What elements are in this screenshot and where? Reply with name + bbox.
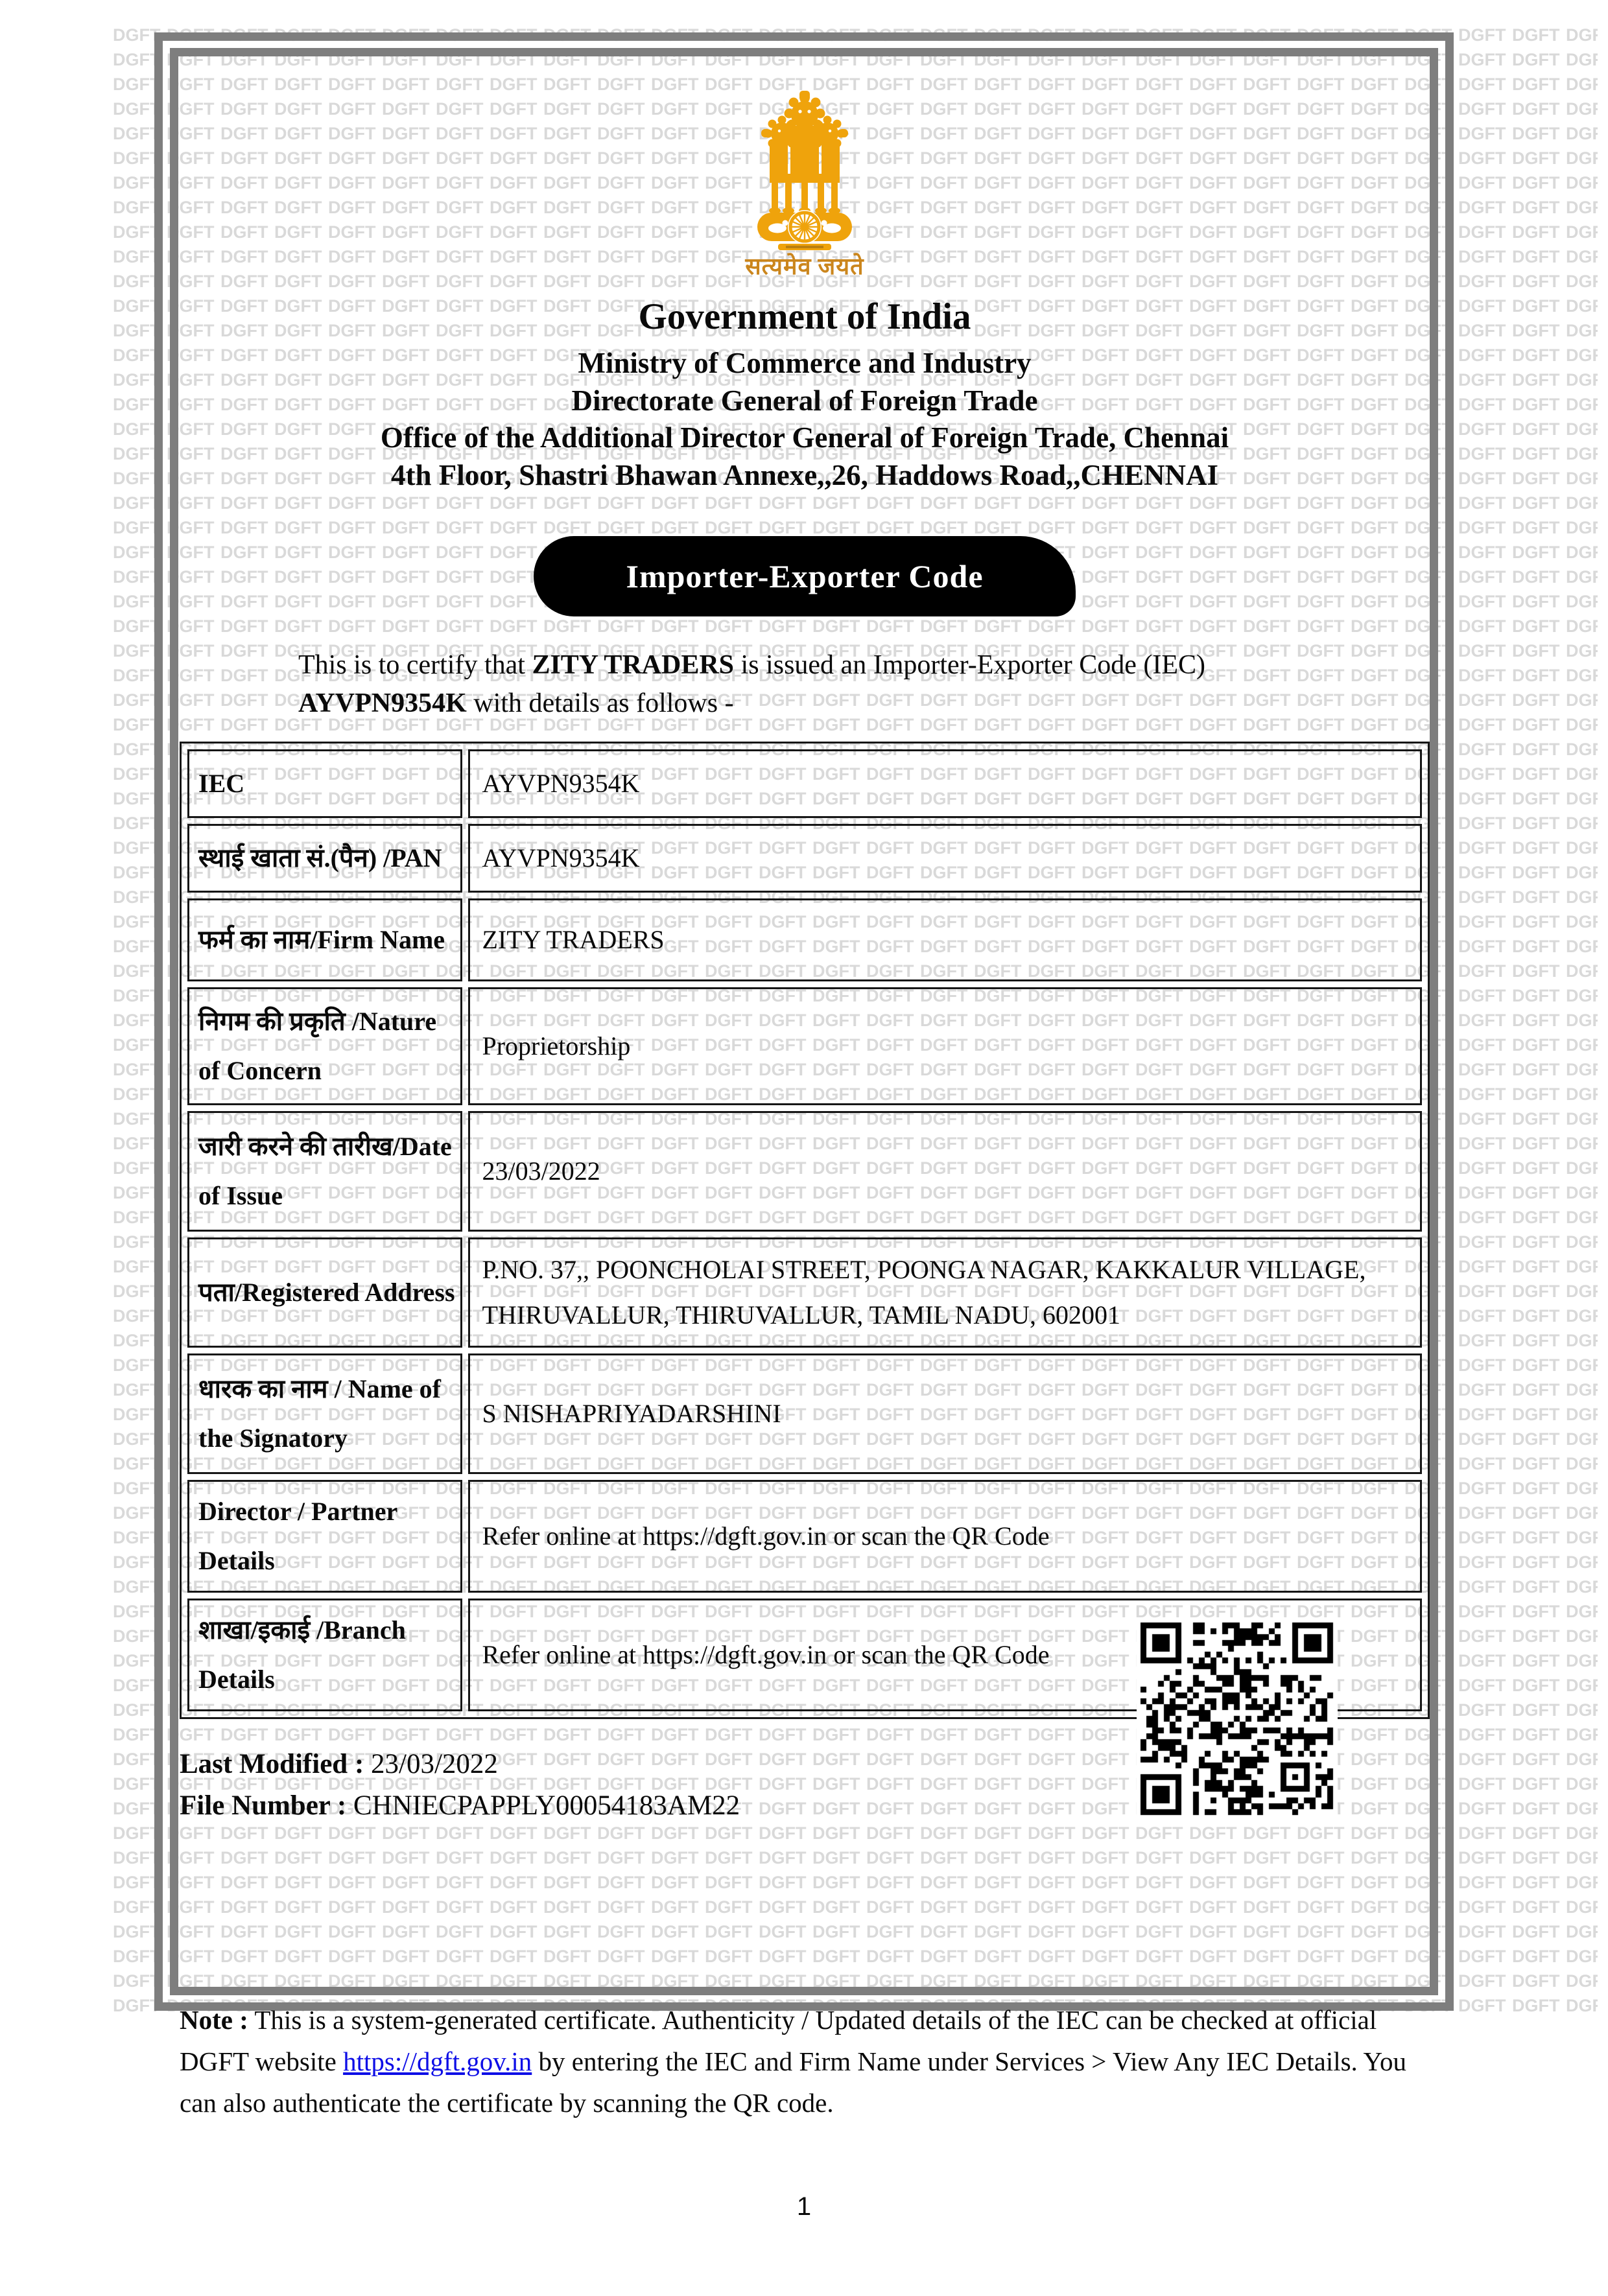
row-label-cell: शाखा/इकाई /Branch Details bbox=[187, 1599, 462, 1711]
last-modified-label: Last Modified : bbox=[180, 1748, 364, 1779]
row-value-cell: 23/03/2022 bbox=[468, 1111, 1422, 1232]
iec-title-badge bbox=[534, 536, 1076, 616]
certification-middle: is issued an Importer-Exporter Code (IEC) bbox=[734, 650, 1206, 680]
row-label-cell: Director / Partner Details bbox=[187, 1480, 462, 1593]
certification-statement bbox=[298, 646, 1326, 723]
details-table-wrap bbox=[180, 742, 1430, 1719]
emblem-wrap bbox=[180, 88, 1430, 252]
row-label-cell: धारक का नाम / Name of the Signatory bbox=[187, 1353, 462, 1474]
table-row bbox=[187, 898, 1422, 981]
row-label-cell: निगम की प्रकृति /Nature of Concern bbox=[187, 987, 462, 1105]
note-text-after-link: by entering the IEC and Firm Name under Services > View Any IEC Details. You can also authenticate the certificate by scanning the QR code. bbox=[180, 2046, 1407, 2118]
certificate-header bbox=[180, 88, 1430, 495]
note-paragraph bbox=[180, 2000, 1430, 2124]
row-value-cell: Refer online at https://dgft.gov.in or scan the QR Code bbox=[468, 1599, 1422, 1711]
iec-title-badge-label: Importer-Exporter Code bbox=[626, 557, 984, 594]
table-row bbox=[187, 749, 1422, 818]
row-label-cell: IEC bbox=[187, 749, 462, 818]
table-row bbox=[187, 824, 1422, 893]
certification-firm-name: ZITY TRADERS bbox=[532, 650, 735, 680]
details-table bbox=[180, 742, 1430, 1719]
table-row bbox=[187, 1353, 1422, 1474]
last-modified-value: 23/03/2022 bbox=[364, 1748, 498, 1779]
certification-iec-code: AYVPN9354K bbox=[298, 688, 467, 719]
qr-code bbox=[1137, 1619, 1338, 1820]
row-label-cell: पता/Registered Address bbox=[187, 1237, 462, 1348]
row-label-cell: स्थाई खाता सं.(पैन) /PAN bbox=[187, 824, 462, 893]
header-ministry: Ministry of Commerce and Industry bbox=[578, 347, 1032, 380]
row-value-cell: Proprietorship bbox=[468, 987, 1422, 1105]
table-row bbox=[187, 1237, 1422, 1348]
row-value-cell: P.NO. 37,, POONCHOLAI STREET, POONGA NAGAR, KAKKALUR VILLAGE, THIRUVALLUR, THIRUVALLUR, TAMIL NADU, 602001 bbox=[468, 1237, 1422, 1348]
table-row bbox=[187, 1111, 1422, 1232]
table-row bbox=[187, 987, 1422, 1105]
row-value-cell: Refer online at https://dgft.gov.in or scan the QR Code bbox=[468, 1480, 1422, 1593]
note-text-before-link: This is a system-generated certificate. Authenticity / Updated details of the IEC can be checked at official DGFT website bbox=[180, 2005, 1377, 2077]
file-number-value: CHNIECPAPPLY00054183AM22 bbox=[346, 1790, 740, 1821]
row-value-cell: S NISHAPRIYADARSHINI bbox=[468, 1353, 1422, 1474]
row-label-cell: जारी करने की तारीख/Date of Issue bbox=[187, 1111, 462, 1232]
emblem-motto: सत्यमेव जयते bbox=[745, 253, 864, 279]
header-directorate: Directorate General of Foreign Trade bbox=[571, 384, 1038, 417]
header-government-of-india: Government of India bbox=[638, 296, 971, 337]
row-label-cell: फर्म का नाम/Firm Name bbox=[187, 898, 462, 981]
row-value-cell: AYVPN9354K bbox=[468, 824, 1422, 893]
file-number-label: File Number : bbox=[180, 1790, 347, 1821]
dgft-website-link[interactable]: https://dgft.gov.in bbox=[343, 2046, 532, 2077]
table-row bbox=[187, 1480, 1422, 1593]
page-number: 1 bbox=[796, 2192, 812, 2221]
row-value-cell: AYVPN9354K bbox=[468, 749, 1422, 818]
row-value-cell: ZITY TRADERS bbox=[468, 898, 1422, 981]
header-office-address: 4th Floor, Shastri Bhawan Annexe,,26, Haddows Road,,CHENNAI bbox=[390, 459, 1219, 492]
note-label: Note : bbox=[180, 2005, 248, 2035]
ashoka-emblem-icon bbox=[756, 88, 853, 252]
details-table-body bbox=[187, 749, 1422, 1711]
certification-suffix: with details as follows - bbox=[466, 688, 734, 719]
header-office: Office of the Additional Director General of Foreign Trade, Chennai bbox=[380, 421, 1229, 454]
certification-prefix: This is to certify that bbox=[298, 650, 532, 680]
certificate-content bbox=[180, 58, 1430, 2151]
